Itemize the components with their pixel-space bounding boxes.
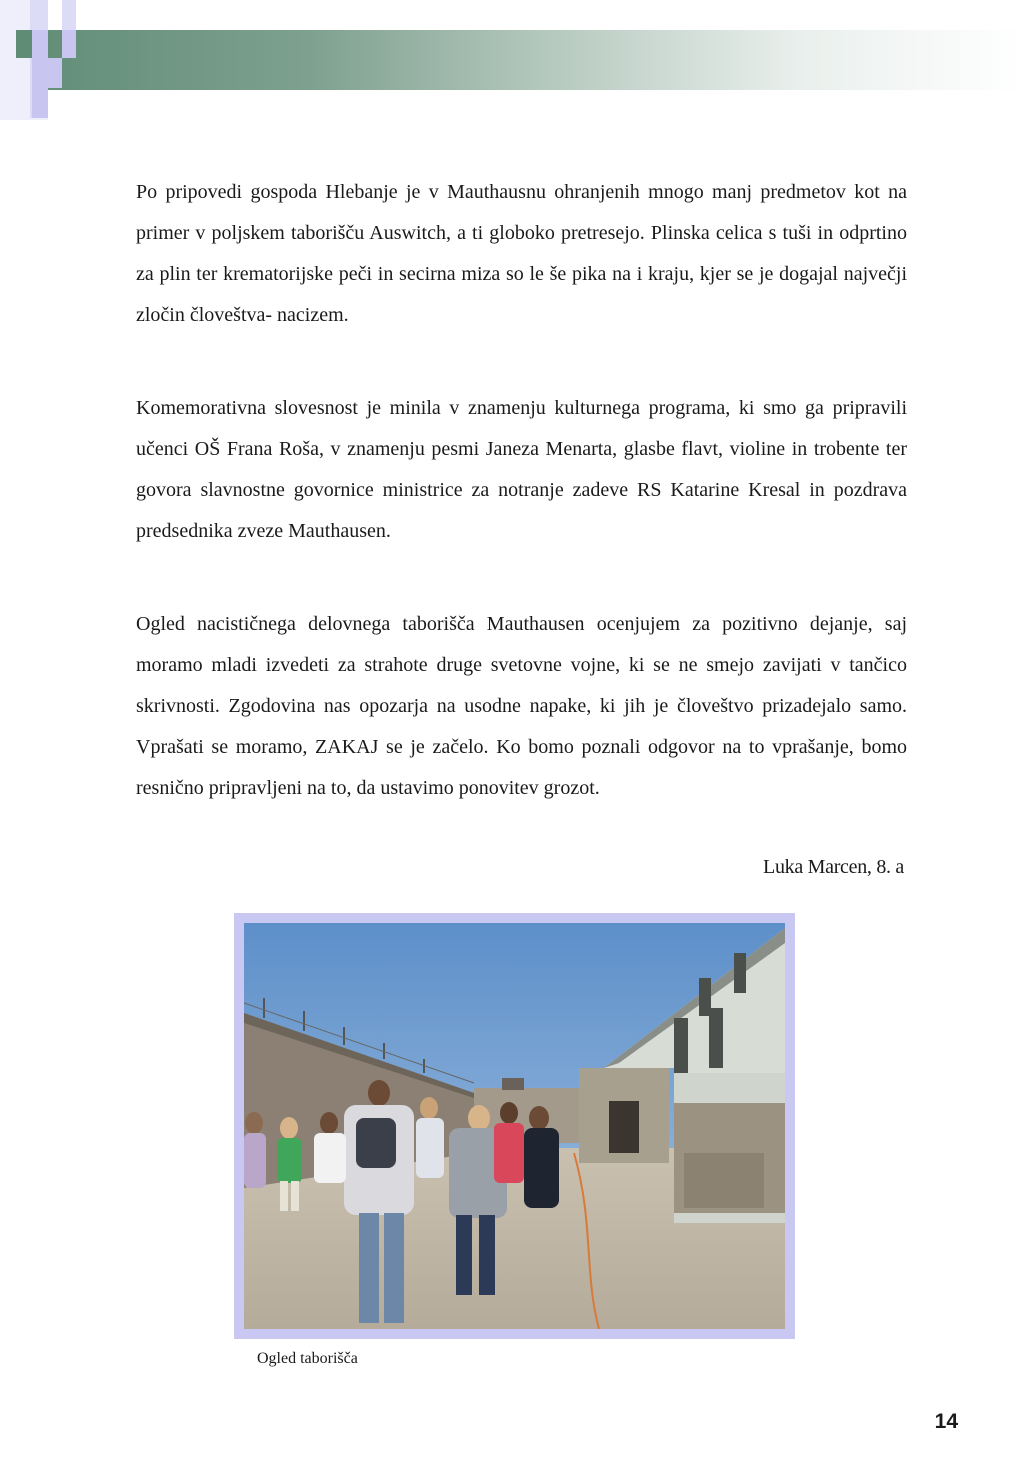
paragraph-3: Ogled nacističnega delovnega taborišča Mauthausen ocenjujem za pozitivno dejanje, saj moramo mladi izvedeti za strahote druge svetovne vojne, ki se ne smejo zavijati v tančico skrivnosti. Zgodovina nas opozarja na usodne napake, ki jih je človeštvo prizadejalo samo. Vprašati se moramo, ZAKAJ se je začelo. Ko bomo poznali odgovor na to vprašanje, bomo resnično pripravljeni na to, da ustavimo ponovitev grozot. [136,613,907,799]
header-gradient-band [0,30,1024,90]
photo-caption: Ogled taborišča [257,1350,358,1367]
photo-frame [234,913,795,1339]
article-body [136,172,907,809]
author-signature: Luka Marcen, 8. a [763,856,904,878]
camp-visit-photo [244,923,785,1329]
page-number: 14 [934,1410,958,1433]
paragraph-2: Komemorativna slovesnost je minila v znamenju kulturnega programa, ki smo ga pripravili učenci OŠ Frana Roša, v znamenju pesmi Janeza Menarta, glasbe flavt, violine in trobente ter govora slavnostne govornice ministrice za notranje zadeve RS Katarine Kresal in pozdrava predsednika zveze Mauthausen. [136,397,907,542]
paragraph-1: Po pripovedi gospoda Hlebanje je v Mauthausnu ohranjenih mnogo manj predmetov kot na primer v poljskem taborišču Auswitch, a ti globoko pretresejo. Plinska celica s tuši in odprtino za plin ter krematorijske peči in secirna miza so le še pika na i kraju, kjer se je dogajal največji zločin človeštva- nacizem. [136,181,907,326]
